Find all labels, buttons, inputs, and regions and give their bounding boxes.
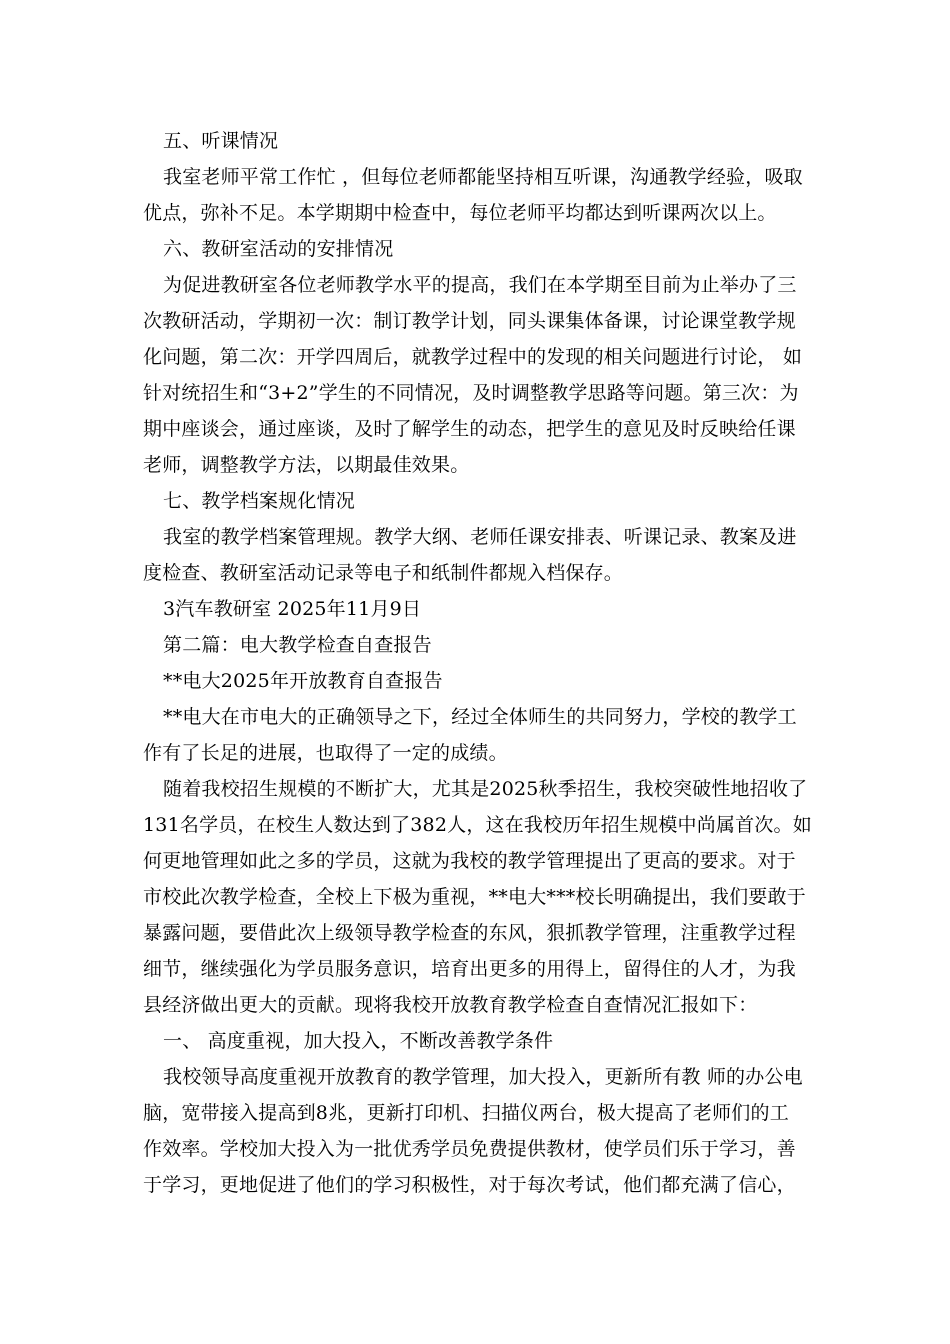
paragraph-line: 我室的教学档案管理规。教学大纲、老师任课安排表、听课记录、教案及进 [163,526,797,548]
paragraph-line: 老师，调整教学方法，以期最佳效果。 [143,454,470,476]
paragraph-line: 脑，宽带接入提高到8兆，更新打印机、扫描仪两台，极大提高了老师们的工 [143,1102,789,1124]
paragraph-line: 我校领导高度重视开放教育的教学管理，加大投入，更新所有教 师的办公电 [163,1066,803,1088]
paragraph-line: 度检查、教研室活动记录等电子和纸制件都规入档保存。 [143,562,624,584]
paragraph-line: 化问题，第二次：开学四周后，就教学过程中的发现的相关问题进行讨论， 如 [143,346,803,368]
chapter-title: 第二篇：电大教学检查自查报告 [163,634,432,656]
paragraph-line: **电大在市电大的正确领导之下，经过全体师生的共同努力，学校的教学工 [163,706,797,728]
paragraph-line: 为促进教研室各位老师教学水平的提高，我们在本学期至目前为止举办了三 [163,274,797,296]
paragraph-line: 优点，弥补不足。本学期期中检查中，每位老师平均都达到听课两次以上。 [143,202,777,224]
paragraph-line: 次教研活动，学期初一次：制订教学计划，同头课集体备课，讨论课堂教学规 [143,310,796,332]
paragraph-line: 何更地管理如此之多的学员，这就为我校的教学管理提出了更高的要求。对于 [143,850,796,872]
paragraph-line: 细节，继续强化为学员服务意识，培育出更多的用得上，留得住的人才，为我 [143,958,796,980]
paragraph-line: 作效率。学校加大投入为一批优秀学员免费提供教材，使学员们乐于学习，善 [143,1138,796,1160]
report-title: **电大2025年开放教育自查报告 [163,670,443,692]
paragraph-line: 县经济做出更大的贡献。现将我校开放教育教学检查自查情况汇报如下： [143,994,758,1016]
section-heading: 六、教研室活动的安排情况 [163,238,394,260]
section-heading: 一、 高度重视，加大投入，不断改善教学条件 [163,1030,554,1052]
paragraph-line: 随着我校招生规模的不断扩大，尤其是2025秋季招生，我校突破性地招收了 [163,778,808,800]
paragraph-line: 市校此次教学检查，全校上下极为重视，**电大***校长明确提出，我们要敢于 [143,886,806,908]
paragraph-line: 暴露问题，要借此次上级领导教学检查的东风，狠抓教学管理，注重教学过程 [143,922,796,944]
section-heading: 五、听课情况 [163,130,279,152]
paragraph-line: 131名学员，在校生人数达到了382人，这在我校历年招生规模中尚属首次。如 [143,814,812,836]
signature-date-line: 3汽车教研室 2025年11月9日 [163,598,422,620]
paragraph-line: 期中座谈会，通过座谈，及时了解学生的动态，把学生的意见及时反映给任课 [143,418,796,440]
paragraph-line: 于学习，更地促进了他们的学习积极性，对于每次考试，他们都充满了信心， [143,1174,796,1196]
paragraph-line: 作有了长足的进展，也取得了一定的成绩。 [143,742,508,764]
paragraph-line: 我室老师平常工作忙 ，但每位老师都能坚持相互听课，沟通教学经验，吸取 [163,166,803,188]
paragraph-line: 针对统招生和“3+2”学生的不同情况，及时调整教学思路等问题。第三次：为 [143,382,799,404]
section-heading: 七、教学档案规化情况 [163,490,356,512]
